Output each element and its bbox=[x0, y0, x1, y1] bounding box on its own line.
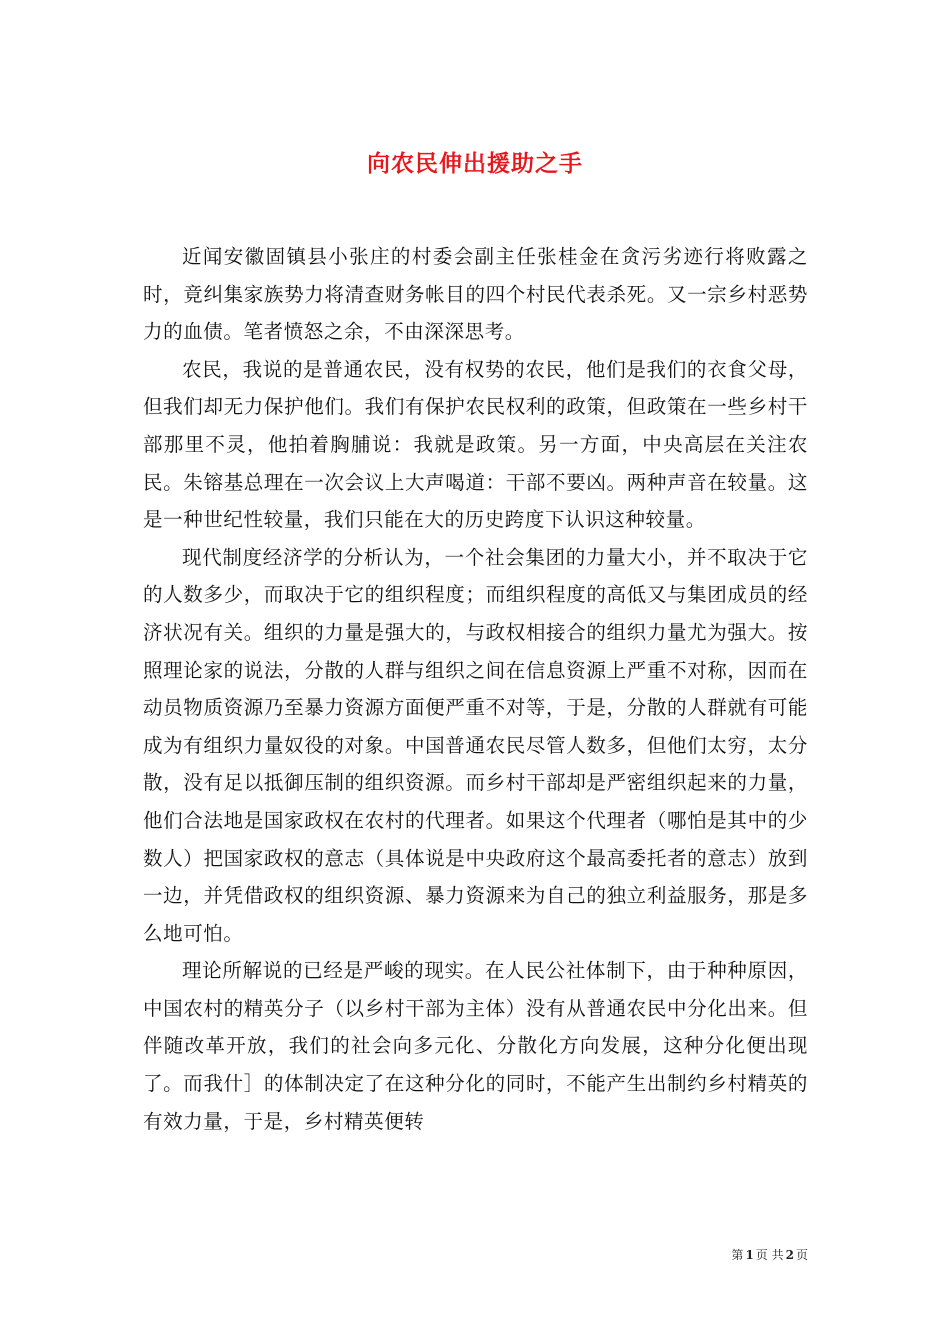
document-title: 向农民伸出援助之手 bbox=[367, 150, 583, 178]
paragraph-3: 现代制度经济学的分析认为，一个社会集团的力量大小，并不取决于它的人数多少，而取决于它的组织程度；而组织程度的高低又与集团成员的经济状况有关。组织的力量是强大的，与政权相接合的组织力量尤为强大。按照理论家的说法，分散的人群与组织之间在信息资源上严重不对称，因而在动员物质资源乃至暴力资源方面便严重不对等，于是，分散的人群就有可能成为有组织力量奴役的对象。中国普通农民尽管人数多，但他们太穷，太分散，没有足以抵御压制的组织资源。而乡村干部却是严密组织起来的力量，他们合法地是国家政权在农村的代理者。如果这个代理者（哪怕是其中的少数人）把国家政权的意志（具体说是中央政府这个最高委托者的意志）放到一边，并凭借政权的组织资源、暴力资源来为自己的独立利益服务，那是多么地可怕。 bbox=[143, 545, 808, 945]
footer-prefix: 第 bbox=[731, 1248, 744, 1262]
paragraph-4: 理论所解说的已经是严峻的现实。在人民公社体制下，由于种种原因，中国农村的精英分子（以乡村干部为主体）没有从普通农民中分化出来。但伴随改革开放，我们的社会向多元化、分散化方向发展，这种分化便出现了。而我什］的体制决定了在这种分化的同时，不能产生出制约乡村精英的有效力量，于是，乡村精英便转 bbox=[143, 959, 808, 1133]
footer-suffix: 页 bbox=[795, 1248, 808, 1262]
paragraph-2: 农民，我说的是普通农民，没有权势的农民，他们是我们的衣食父母，但我们却无力保护他们。我们有保护农民权利的政策，但政策在一些乡村干部那里不灵，他拍着胸脯说：我就是政策。另一方面，中央高层在关注农民。朱镕基总理在一次会议上大声喝道：干部不要凶。两种声音在较量。这是一种世纪性较量，我们只能在大的历史跨度下认识这种较量。 bbox=[143, 357, 808, 532]
paragraph-1: 近闻安徽固镇县小张庄的村委会副主任张桂金在贪污劣迹行将败露之时，竟纠集家族势力将清查财务帐目的四个村民代表杀死。又一宗乡村恶势力的血债。笔者愤怒之余，不由深深思考。 bbox=[143, 245, 808, 344]
page-footer bbox=[731, 1247, 808, 1263]
footer-current-page: 1 bbox=[745, 1248, 754, 1262]
footer-middle: 页 共 bbox=[755, 1248, 784, 1262]
footer-total-pages: 2 bbox=[785, 1248, 794, 1262]
document-body bbox=[143, 238, 808, 1140]
